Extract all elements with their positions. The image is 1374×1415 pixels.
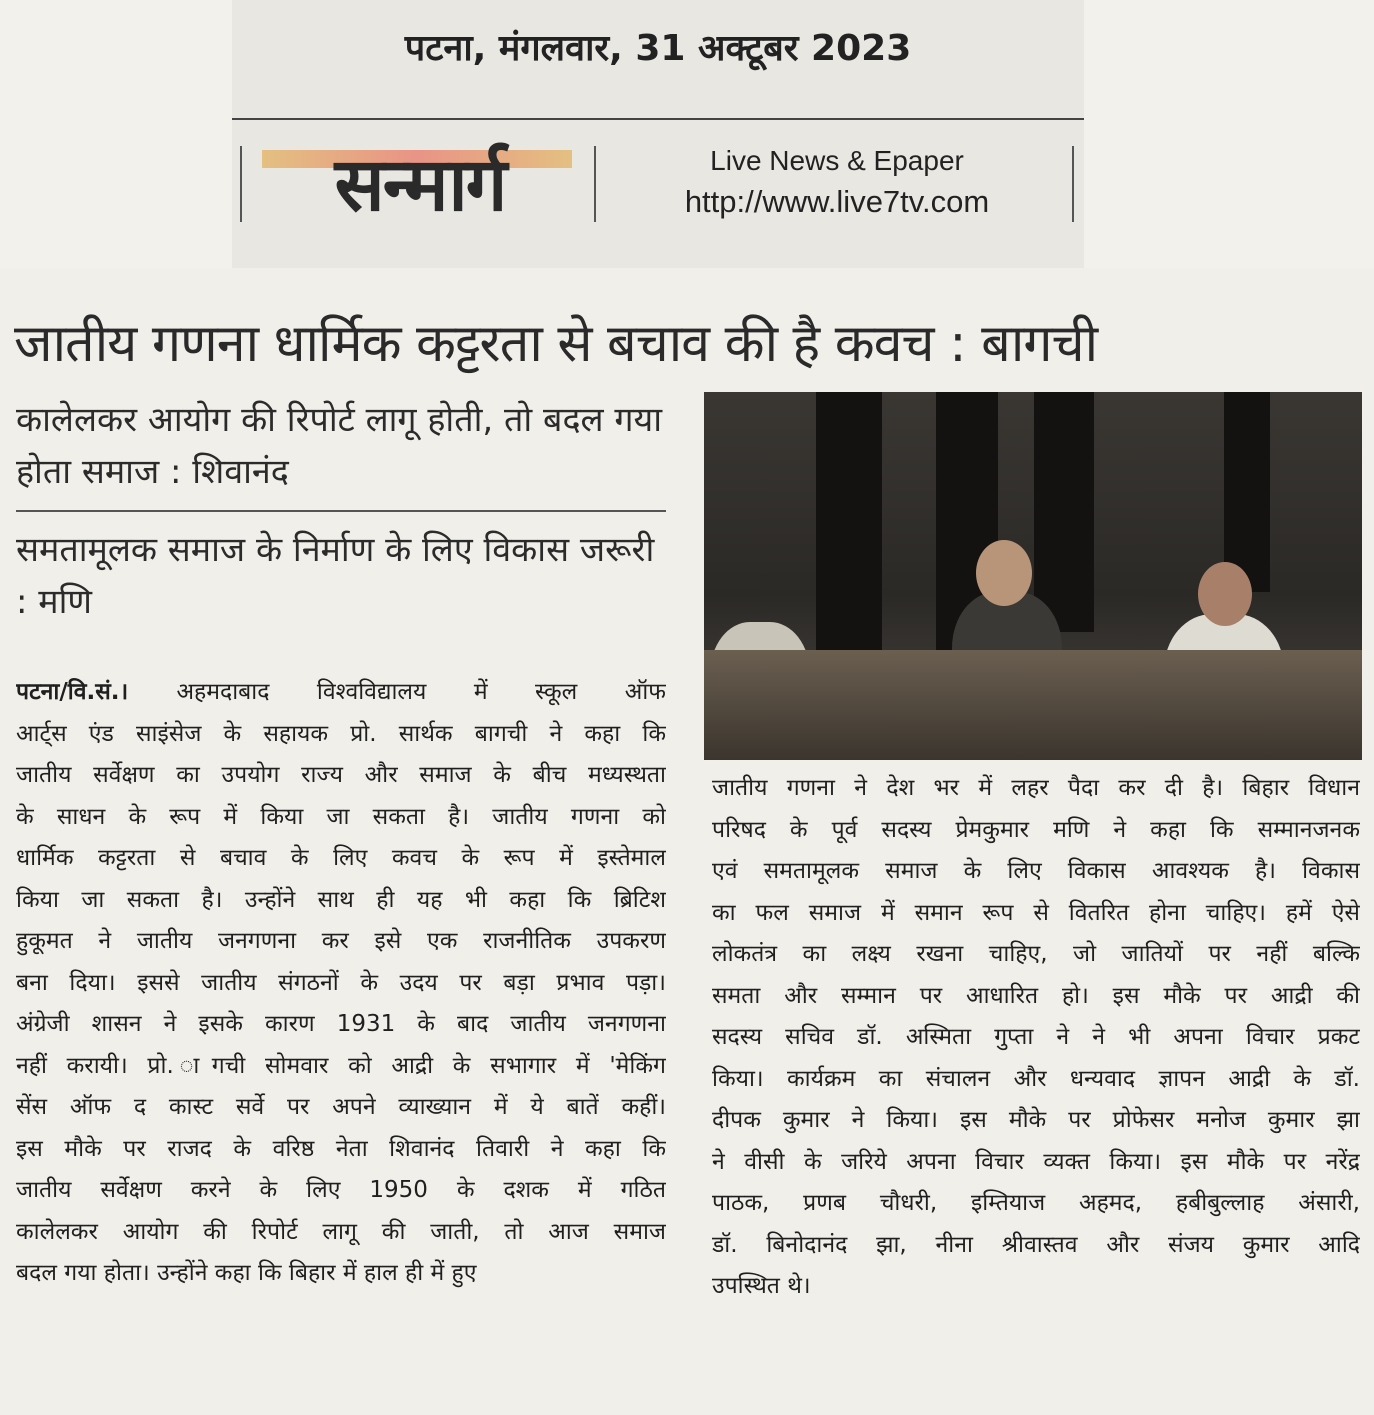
article-line-text: ने वीसी के जरिये अपना विचार व्यक्त किया। इस मौके पर नरेंद्र — [712, 1148, 1360, 1175]
article-line — [712, 1266, 1360, 1308]
masthead — [232, 0, 1084, 268]
article-line-text: डॉ. बिनोदानंद झा, नीना श्रीवास्तव और संजय कुमार आदि — [712, 1231, 1360, 1258]
article-line-text: परिषद के पूर्व सदस्य प्रेमकुमार मणि ने कहा कि सम्मानजनक — [712, 816, 1360, 843]
article-line-text: हुकूमत ने जातीय जनगणना कर इसे एक राजनीतिक उपकरण — [16, 928, 666, 954]
article-line — [712, 1142, 1360, 1184]
newspaper-logo: सन्मार्ग — [334, 142, 506, 228]
subheadline-divider — [16, 510, 666, 512]
article-byline: पटना/वि.सं.। — [16, 679, 177, 705]
subheadline: समतामूलक समाज के निर्माण के लिए विकास जरूरी : मणि — [16, 530, 655, 622]
article-line — [16, 1253, 666, 1295]
article-line — [16, 1087, 666, 1129]
article-line — [712, 1017, 1360, 1059]
masthead-rule — [232, 118, 1084, 120]
article-line-text: किया जा सकता है। उन्होंने साथ ही यह भी कहा कि ब्रिटिश — [16, 886, 666, 913]
article-line-text: अहमदाबाद विश्वविद्यालय में स्कूल ऑफ — [176, 679, 666, 705]
article-line — [16, 1004, 666, 1046]
article-line — [712, 934, 1360, 976]
dateline: पटना, मंगलवार, 31 अक्टूबर 2023 — [404, 28, 912, 69]
article-line — [712, 1225, 1360, 1267]
event-photo — [704, 392, 1362, 760]
article-line-text: समता और सम्मान पर आधारित हो। इस मौके पर आद्री की — [712, 982, 1360, 1009]
article-line-text: धार्मिक कट्टरता से बचाव के लिए कवच के रूप में इस्तेमाल — [16, 845, 666, 871]
article-line-text: इस मौके पर राजद के वरिष्ठ नेता शिवानंद तिवारी ने कहा कि — [16, 1135, 666, 1162]
article-line — [712, 893, 1360, 935]
article-line — [16, 755, 666, 797]
article-line-text: नहीं करायी। प्रो. ागची सोमवार को आद्री के सभागार में 'मेकिंग — [16, 1052, 666, 1079]
masthead-divider — [1072, 146, 1074, 222]
live-news-title: Live News & Epaper — [710, 145, 964, 176]
article-line — [16, 1129, 666, 1171]
article-line-text: कालेलकर आयोग की रिपोर्ट लागू की जाती, तो आज समाज — [16, 1218, 666, 1245]
article-line — [16, 714, 666, 756]
live-news-url: http://www.live7tv.com — [684, 184, 990, 219]
article-line-text: लोकतंत्र का लक्ष्य रखना चाहिए, जो जातियों पर नहीं बल्कि — [712, 941, 1360, 967]
article-line-text: सदस्य सचिव डॉ. अस्मिता गुप्ता ने ने भी अपना विचार प्रकट — [712, 1024, 1360, 1050]
article-line-text: आर्ट्स एंड साइंसेज के सहायक प्रो. सार्थक बागची ने कहा कि — [16, 720, 666, 747]
article-line-text: एवं समतामूलक समाज के लिए विकास आवश्यक है। विकास — [712, 858, 1360, 884]
article-line-text: बदल गया होता। उन्होंने कहा कि बिहार में हाल ही में हुए — [16, 1260, 477, 1286]
live-news-block — [627, 142, 1047, 224]
article-body-column-1 — [16, 672, 666, 1295]
article-line — [16, 963, 666, 1005]
article-line — [16, 797, 666, 839]
article-line-text: बना दिया। इससे जातीय संगठनों के उदय पर बड़ा प्रभाव पड़ा। — [16, 969, 666, 996]
article-line-text: उपस्थित थे। — [712, 1273, 811, 1299]
article-line — [16, 672, 666, 714]
news-clipping — [0, 268, 1374, 1415]
article-line — [16, 880, 666, 922]
article-line — [712, 976, 1360, 1018]
article-line — [712, 810, 1360, 852]
article-line — [16, 1170, 666, 1212]
article-line-text: अंग्रेजी शासन ने इसके कारण 1931 के बाद जातीय जनगणना — [16, 1011, 666, 1037]
article-body-column-2 — [712, 768, 1360, 1308]
article-line-text: किया। कार्यक्रम का संचालन और धन्यवाद ज्ञापन आद्री के डॉ. — [712, 1065, 1360, 1092]
article-line-text: का फल समाज में समान रूप से वितरित होना चाहिए। हमें ऐसे — [712, 899, 1360, 926]
article-line — [16, 838, 666, 880]
article-line-text: सेंस ऑफ द कास्ट सर्वे पर अपने व्याख्यान में ये बातें कहीं। — [16, 1094, 666, 1120]
article-line — [712, 768, 1360, 810]
article-line — [712, 851, 1360, 893]
masthead-divider — [594, 146, 596, 222]
article-line-text: जातीय सर्वेक्षण करने के लिए 1950 के दशक में गठित — [16, 1177, 666, 1203]
article-line-text: जातीय सर्वेक्षण का उपयोग राज्य और समाज के बीच मध्यस्थता — [16, 762, 666, 788]
article-line — [16, 1046, 666, 1088]
article-line — [712, 1183, 1360, 1225]
article-line-text: जातीय गणना ने देश भर में लहर पैदा कर दी है। बिहार विधान — [712, 775, 1360, 801]
article-line — [712, 1059, 1360, 1101]
article-line — [16, 1212, 666, 1254]
article-line — [712, 1100, 1360, 1142]
article-line-text: के साधन के रूप में किया जा सकता है। जातीय गणना को — [16, 803, 666, 830]
article-line — [16, 921, 666, 963]
masthead-divider — [240, 146, 242, 222]
subheadline: कालेलकर आयोग की रिपोर्ट लागू होती, तो बदल गया होता समाज : शिवानंद — [16, 400, 663, 492]
article-line-text: दीपक कुमार ने किया। इस मौके पर प्रोफेसर मनोज कुमार झा — [712, 1107, 1360, 1133]
article-line-text: पाठक, प्रणब चौधरी, इम्तियाज अहमद, हबीबुल्लाह अंसारी, — [712, 1190, 1360, 1216]
headline: जातीय गणना धार्मिक कट्टरता से बचाव की है कवच : बागची — [14, 314, 1098, 374]
